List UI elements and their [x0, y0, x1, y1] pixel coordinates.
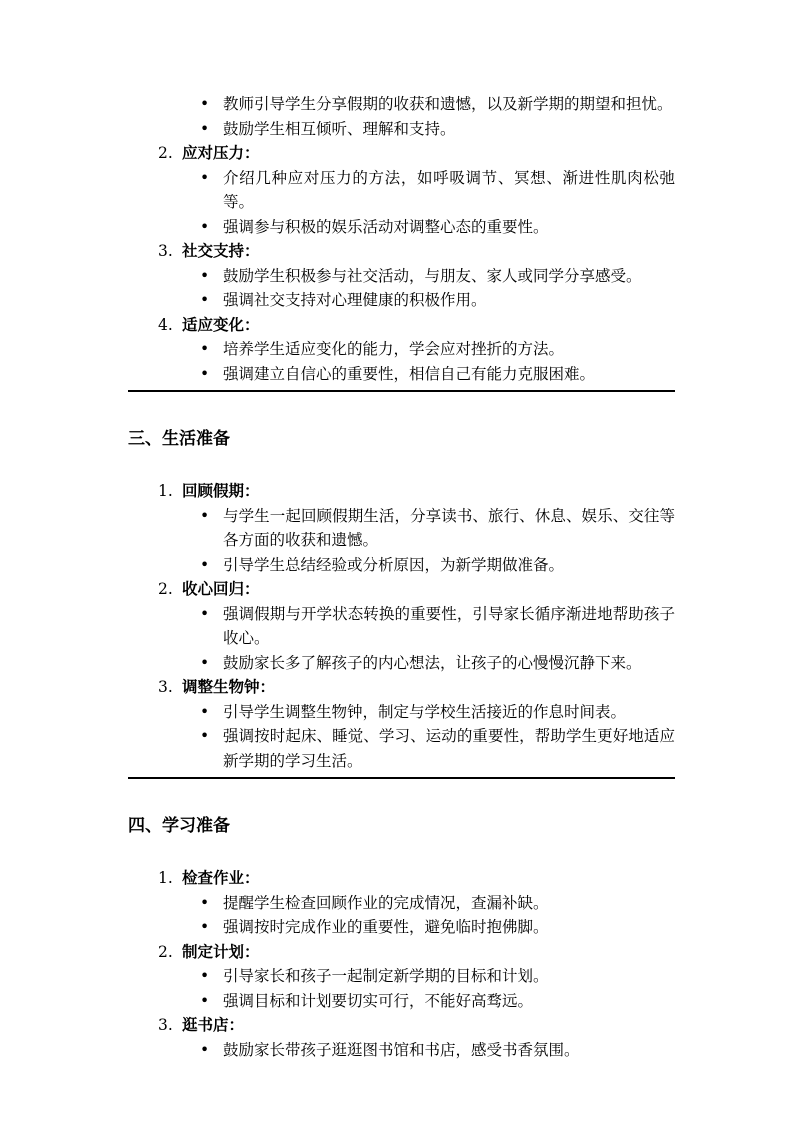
bullet-text: 强调社交支持对心理健康的积极作用。 [223, 291, 487, 309]
item-title: 适应变化： [182, 314, 260, 334]
bullet-text: 鼓励学生相互倾听、理解和支持。 [223, 119, 456, 138]
bullet-line [128, 724, 675, 773]
bullet-line [128, 915, 675, 940]
bullet-marker: • [200, 340, 210, 358]
bullet-marker: • [200, 291, 210, 309]
bullet-text: 强调按时起床、睡觉、学习、运动的重要性，帮助学生更好地适应新学期的学习生活。 [223, 727, 675, 770]
item-number: 3. [158, 1016, 173, 1034]
bullet-line [128, 989, 675, 1014]
list-item [128, 239, 675, 313]
item-title: 应对压力： [182, 143, 260, 162]
bullet-marker: • [200, 555, 210, 574]
bullet-text: 强调参与积极的娱乐活动对调整心态的重要性。 [223, 217, 549, 236]
bullet-text: 培养学生适应变化的能力，学会应对挫折的方法。 [223, 340, 565, 358]
list-item [128, 92, 675, 141]
section-fragment [128, 92, 675, 386]
section-study-prep [128, 814, 675, 1062]
item-title: 检查作业： [182, 868, 260, 887]
bullet-line [128, 362, 675, 387]
bullet-line [128, 166, 675, 215]
bullet-text: 引导学生总结经验或分析原因，为新学期做准备。 [223, 555, 565, 574]
list-item-header [128, 1013, 675, 1038]
bullet-line [128, 700, 675, 725]
section-divider [128, 777, 675, 779]
bullet-line [128, 337, 675, 362]
item-number: 3. [158, 242, 173, 260]
bullet-marker: • [200, 967, 210, 985]
bullet-marker: • [200, 991, 210, 1010]
item-number: 2. [158, 144, 173, 162]
bullet-marker: • [200, 364, 210, 383]
list-item-header [128, 479, 675, 504]
bullet-line [128, 288, 675, 313]
list-item [128, 313, 675, 387]
bullet-marker: • [200, 727, 210, 745]
bullet-marker: • [200, 506, 210, 525]
list-item-header [128, 577, 675, 602]
bullet-text: 鼓励家长带孩子逛逛图书馆和书店，感受书香氛围。 [223, 1040, 580, 1059]
list-item-header [128, 940, 675, 965]
bullet-line [128, 891, 675, 916]
bullet-marker: • [200, 918, 210, 936]
bullet-marker: • [200, 1040, 210, 1059]
item-number: 4. [158, 315, 173, 334]
bullet-line [128, 264, 675, 289]
item-number: 3. [158, 678, 173, 696]
list-item [128, 940, 675, 1014]
bullet-text: 教师引导学生分享假期的收获和遗憾，以及新学期的期望和担忧。 [223, 95, 673, 113]
bullet-marker: • [200, 266, 210, 285]
item-title: 收心回归： [182, 579, 260, 598]
list-item [128, 1013, 675, 1062]
list-item [128, 866, 675, 940]
item-title: 回顾假期： [182, 481, 260, 500]
bullet-text: 鼓励家长多了解孩子的内心想法，让孩子的心慢慢沉静下来。 [223, 653, 642, 672]
list-item-header [128, 239, 675, 264]
list-item [128, 577, 675, 675]
bullet-marker: • [200, 217, 210, 236]
item-title: 社交支持： [182, 241, 260, 260]
list-item-header [128, 313, 675, 338]
bullet-line [128, 602, 675, 651]
section-divider [128, 390, 675, 392]
section-life-prep [128, 427, 675, 773]
item-number: 2. [158, 580, 173, 598]
item-title: 调整生物钟： [182, 677, 276, 696]
bullet-line [128, 504, 675, 553]
bullet-marker: • [200, 604, 210, 623]
bullet-line [128, 117, 675, 142]
bullet-text: 强调假期与开学状态转换的重要性，引导家长循序渐进地帮助孩子收心。 [223, 604, 675, 647]
item-number: 1. [158, 869, 173, 887]
bullet-marker: • [200, 119, 210, 138]
item-number: 1. [158, 482, 173, 500]
bullet-text: 强调目标和计划要切实可行，不能好高骛远。 [223, 991, 534, 1010]
bullet-marker: • [200, 653, 210, 672]
bullet-text: 提醒学生检查回顾作业的完成情况，查漏补缺。 [223, 893, 549, 912]
list-item [128, 141, 675, 239]
bullet-text: 与学生一起回顾假期生活，分享读书、旅行、休息、娱乐、交往等各方面的收获和遗憾。 [223, 506, 675, 549]
item-title: 制定计划： [182, 941, 260, 961]
list-item-header [128, 866, 675, 891]
bullet-text: 强调建立自信心的重要性，相信自己有能力克服困难。 [223, 364, 596, 383]
list-item [128, 479, 675, 577]
bullet-marker: • [200, 702, 210, 721]
bullet-marker: • [200, 893, 210, 912]
bullet-marker: • [200, 168, 210, 187]
list-item [128, 675, 675, 773]
section-heading: 四、学习准备 [128, 816, 230, 836]
bullet-line [128, 964, 675, 989]
item-number: 2. [158, 942, 173, 961]
bullet-text: 介绍几种应对压力的方法，如呼吸调节、冥想、渐进性肌肉松弛等。 [223, 168, 675, 211]
list-item-header [128, 675, 675, 700]
bullet-text: 鼓励学生积极参与社交活动，与朋友、家人或同学分享感受。 [223, 266, 642, 285]
bullet-line [128, 553, 675, 578]
bullet-line [128, 1038, 675, 1063]
bullet-text: 引导家长和孩子一起制定新学期的目标和计划。 [223, 967, 549, 985]
bullet-line [128, 651, 675, 676]
bullet-text: 引导学生调整生物钟，制定与学校生活接近的作息时间表。 [223, 702, 627, 721]
bullet-text: 强调按时完成作业的重要性，避免临时抱佛脚。 [223, 918, 549, 936]
bullet-line [128, 92, 675, 117]
section-heading: 三、生活准备 [128, 429, 230, 449]
item-title: 逛书店： [182, 1015, 245, 1034]
bullet-line [128, 215, 675, 240]
list-item-header [128, 141, 675, 166]
bullet-marker: • [200, 95, 210, 113]
